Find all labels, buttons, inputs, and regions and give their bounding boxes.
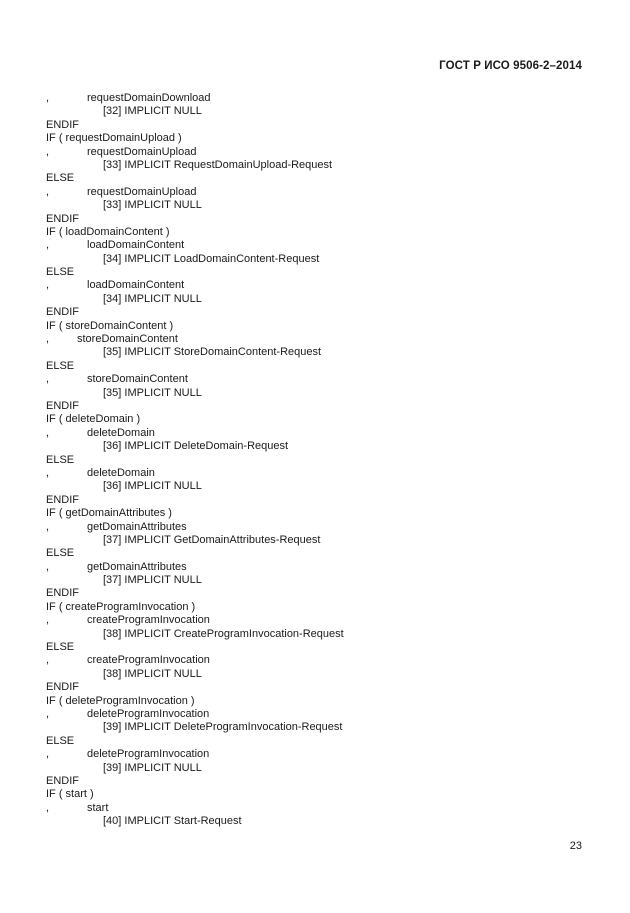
code-text: requestDomainUpload xyxy=(87,185,197,198)
code-line xyxy=(46,226,590,239)
code-line xyxy=(46,373,590,386)
code-text: storeDomainContent xyxy=(77,333,178,346)
code-line xyxy=(46,413,590,426)
code-line xyxy=(46,815,590,828)
page-number: 23 xyxy=(569,840,582,852)
separator-comma: , xyxy=(46,801,50,814)
code-line xyxy=(46,735,590,748)
code-text: deleteProgramInvocation xyxy=(87,748,210,761)
code-line xyxy=(46,186,590,199)
code-line xyxy=(46,480,590,493)
code-line xyxy=(46,561,590,574)
code-text: IF ( deleteDomain ) xyxy=(46,413,141,426)
asn1-code-listing xyxy=(46,92,590,828)
code-text: IF ( start ) xyxy=(46,788,94,801)
separator-comma: , xyxy=(46,279,50,292)
code-text: requestDomainDownload xyxy=(87,92,211,104)
code-text: [35] IMPLICIT StoreDomainContent-Request xyxy=(103,346,322,359)
separator-comma: , xyxy=(46,426,50,439)
code-line xyxy=(46,467,590,480)
code-line xyxy=(46,654,590,667)
code-line xyxy=(46,614,590,627)
code-text: [33] IMPLICIT RequestDomainUpload-Request xyxy=(103,158,333,171)
separator-comma: , xyxy=(46,145,50,158)
code-text: deleteDomain xyxy=(87,466,155,479)
code-text: IF ( createProgramInvocation ) xyxy=(46,600,196,613)
code-text: ENDIF xyxy=(46,493,79,506)
code-text: ENDIF xyxy=(46,399,79,412)
code-line xyxy=(46,239,590,252)
code-line xyxy=(46,521,590,534)
code-text: [32] IMPLICIT NULL xyxy=(103,105,202,118)
code-line xyxy=(46,333,590,346)
code-text: [34] IMPLICIT LoadDomainContent-Request xyxy=(103,252,320,265)
code-line xyxy=(46,172,590,185)
code-line xyxy=(46,534,590,547)
code-line xyxy=(46,266,590,279)
separator-comma: , xyxy=(46,333,50,346)
code-text: [38] IMPLICIT NULL xyxy=(103,667,202,680)
code-text: IF ( storeDomainContent ) xyxy=(46,319,174,332)
code-line xyxy=(46,346,590,359)
code-line xyxy=(46,253,590,266)
code-text: ELSE xyxy=(46,547,75,560)
separator-comma: , xyxy=(46,707,50,720)
code-line xyxy=(46,574,590,587)
code-text: [37] IMPLICIT NULL xyxy=(103,574,202,587)
code-line xyxy=(46,547,590,560)
code-text: createProgramInvocation xyxy=(87,654,210,667)
code-line xyxy=(46,507,590,520)
code-text: loadDomainContent xyxy=(87,239,185,252)
separator-comma: , xyxy=(46,520,50,533)
code-line xyxy=(46,708,590,721)
code-text: ELSE xyxy=(46,172,75,185)
code-text: start xyxy=(87,801,109,814)
code-text: ELSE xyxy=(46,359,75,372)
code-text: getDomainAttributes xyxy=(87,560,187,573)
separator-comma: , xyxy=(46,92,50,104)
code-line xyxy=(46,668,590,681)
code-line xyxy=(46,213,590,226)
code-line xyxy=(46,721,590,734)
code-line xyxy=(46,601,590,614)
code-text: [34] IMPLICIT NULL xyxy=(103,292,202,305)
code-text: [40] IMPLICIT Start-Request xyxy=(103,815,242,828)
code-line xyxy=(46,748,590,761)
code-line xyxy=(46,320,590,333)
code-text: ENDIF xyxy=(46,118,79,131)
code-text: [39] IMPLICIT DeleteProgramInvocation-Request xyxy=(103,721,343,734)
code-text: ELSE xyxy=(46,453,75,466)
code-text: deleteDomain xyxy=(87,426,155,439)
code-text: [39] IMPLICIT NULL xyxy=(103,761,202,774)
code-line xyxy=(46,762,590,775)
code-text: [35] IMPLICIT NULL xyxy=(103,386,202,399)
code-text: getDomainAttributes xyxy=(87,520,187,533)
code-line xyxy=(46,119,590,132)
separator-comma: , xyxy=(46,654,50,667)
code-line xyxy=(46,802,590,815)
separator-comma: , xyxy=(46,239,50,252)
code-text: IF ( requestDomainUpload ) xyxy=(46,132,182,145)
code-text: deleteProgramInvocation xyxy=(87,707,210,720)
code-text: ELSE xyxy=(46,266,75,279)
code-text: [36] IMPLICIT DeleteDomain-Request xyxy=(103,440,289,453)
separator-comma: , xyxy=(46,614,50,627)
separator-comma: , xyxy=(46,185,50,198)
code-line xyxy=(46,494,590,507)
code-text: [37] IMPLICIT GetDomainAttributes-Request xyxy=(103,533,321,546)
code-line xyxy=(46,279,590,292)
code-text: ENDIF xyxy=(46,212,79,225)
code-text: [33] IMPLICIT NULL xyxy=(103,199,202,212)
code-line xyxy=(46,105,590,118)
code-line xyxy=(46,775,590,788)
code-line xyxy=(46,293,590,306)
code-line xyxy=(46,360,590,373)
code-text: requestDomainUpload xyxy=(87,145,197,158)
code-text: createProgramInvocation xyxy=(87,614,210,627)
code-line xyxy=(46,132,590,145)
code-text: loadDomainContent xyxy=(87,279,185,292)
code-line xyxy=(46,159,590,172)
separator-comma: , xyxy=(46,560,50,573)
code-line xyxy=(46,788,590,801)
code-text: ELSE xyxy=(46,641,75,654)
code-line xyxy=(46,427,590,440)
code-text: IF ( loadDomainContent ) xyxy=(46,225,170,238)
code-text: IF ( deleteProgramInvocation ) xyxy=(46,694,195,707)
code-line xyxy=(46,628,590,641)
code-text: ENDIF xyxy=(46,587,79,600)
code-text: [38] IMPLICIT CreateProgramInvocation-Request xyxy=(103,627,344,640)
code-line xyxy=(46,587,590,600)
separator-comma: , xyxy=(46,748,50,761)
document-code-header: ГОСТ Р ИСО 9506-2–2014 xyxy=(439,60,582,72)
code-text: [36] IMPLICIT NULL xyxy=(103,480,202,493)
code-line xyxy=(46,146,590,159)
code-line xyxy=(46,440,590,453)
code-line xyxy=(46,695,590,708)
code-line xyxy=(46,681,590,694)
code-line xyxy=(46,199,590,212)
code-text: ENDIF xyxy=(46,681,79,694)
code-line xyxy=(46,400,590,413)
code-text: ELSE xyxy=(46,734,75,747)
code-text: ENDIF xyxy=(46,306,79,319)
code-text: ENDIF xyxy=(46,774,79,787)
code-line xyxy=(46,92,590,105)
code-text: storeDomainContent xyxy=(87,373,188,386)
code-line xyxy=(46,387,590,400)
separator-comma: , xyxy=(46,466,50,479)
code-text: IF ( getDomainAttributes ) xyxy=(46,507,172,520)
code-line xyxy=(46,641,590,654)
code-line xyxy=(46,454,590,467)
separator-comma: , xyxy=(46,373,50,386)
code-line xyxy=(46,306,590,319)
